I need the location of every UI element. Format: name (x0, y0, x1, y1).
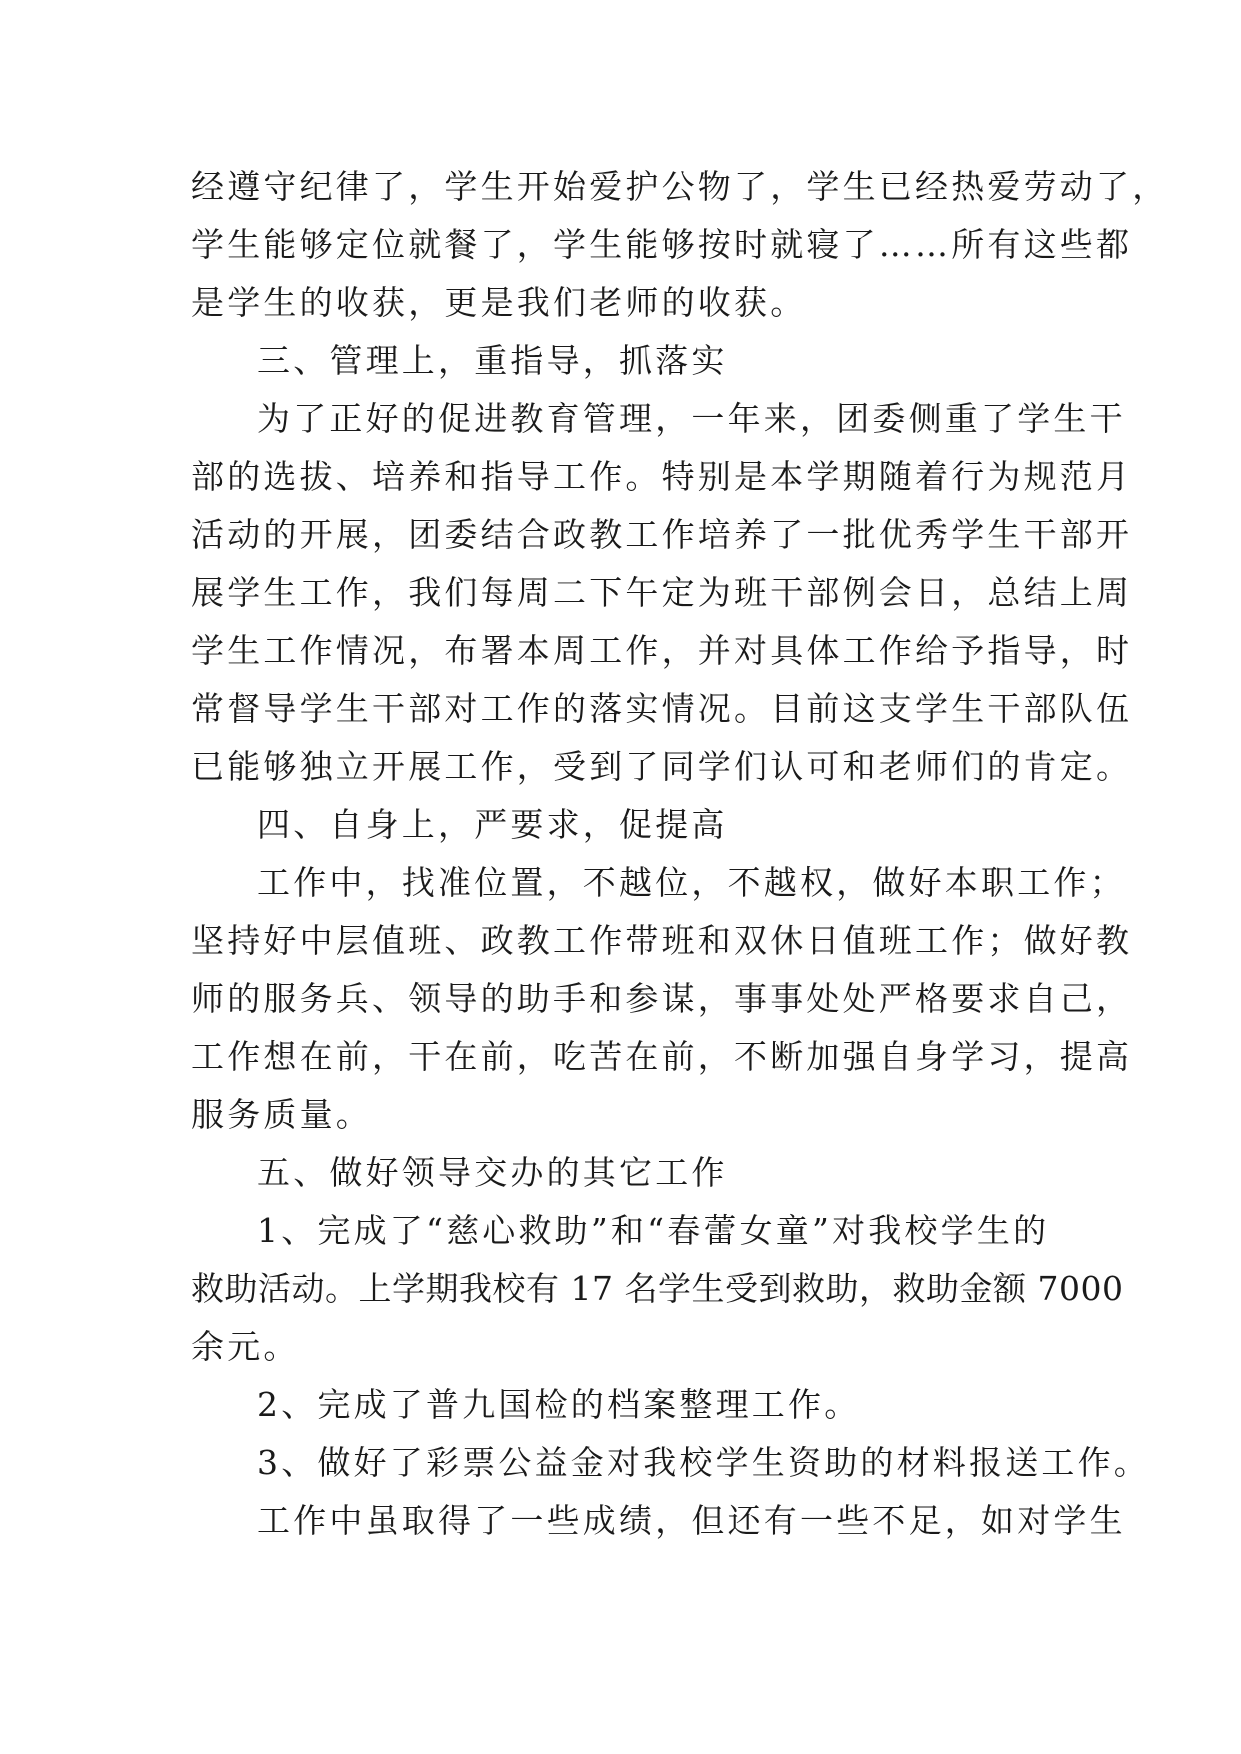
text-line: 工作想在前，干在前，吃苦在前，不断加强自身学习，提高 (191, 1037, 1133, 1076)
text-line: 余元。 (191, 1327, 300, 1366)
text-line: 部的选拔、培养和指导工作。特别是本学期随着行为规范月 (191, 457, 1133, 496)
list-item-2: 2、完成了普九国检的档案整理工作。 (257, 1385, 861, 1424)
text-line: 常督导学生干部对工作的落实情况。目前这支学生干部队伍 (191, 689, 1133, 728)
document-body (191, 158, 1169, 1550)
text-line: 是学生的收获，更是我们老师的收获。 (191, 283, 807, 322)
text-line: 工作中，找准位置，不越位，不越权，做好本职工作； (257, 863, 1126, 902)
section-heading-5: 五、做好领导交办的其它工作 (257, 1153, 728, 1192)
section-heading-4: 四、自身上，严要求，促提高 (257, 805, 728, 844)
text-line: 经遵守纪律了，学生开始爱护公物了，学生已经热爱劳动了， (191, 167, 1169, 206)
text-line: 服务质量。 (191, 1095, 372, 1134)
section-heading-3: 三、管理上，重指导，抓落实 (257, 341, 728, 380)
text-line: 师的服务兵、领导的助手和参谋，事事处处严格要求自己， (191, 979, 1133, 1018)
list-item-3: 3、做好了彩票公益金对我校学生资助的材料报送工作。 (257, 1443, 1150, 1482)
text-line: 活动的开展，团委结合政教工作培养了一批优秀学生干部开 (191, 515, 1133, 554)
text-line: 为了正好的促进教育管理，一年来，团委侧重了学生干 (257, 399, 1126, 438)
list-item-1: 1、完成了“慈心救助”和“春蕾女童”对我校学生的 (257, 1211, 1050, 1250)
text-line: 学生工作情况，布署本周工作，并对具体工作给予指导，时 (191, 631, 1133, 670)
text-line: 坚持好中层值班、政教工作带班和双休日值班工作；做好教 (191, 921, 1133, 960)
text-line: 展学生工作，我们每周二下午定为班干部例会日，总结上周 (191, 573, 1133, 612)
text-line: 学生能够定位就餐了，学生能够按时就寝了……所有这些都 (191, 225, 1133, 264)
text-line: 救助活动。上学期我校有 17 名学生受到救助，救助金额 7000 (191, 1269, 1124, 1308)
text-line: 已能够独立开展工作，受到了同学们认可和老师们的肯定。 (191, 747, 1133, 786)
text-line: 工作中虽取得了一些成绩，但还有一些不足，如对学生 (257, 1501, 1126, 1540)
